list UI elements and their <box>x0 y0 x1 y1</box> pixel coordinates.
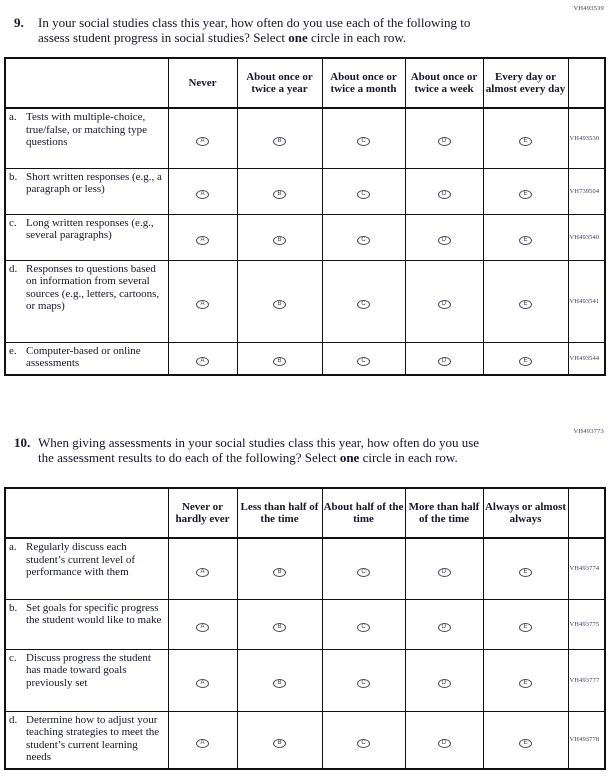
answer-bubble-b[interactable]: B <box>273 236 286 245</box>
answer-bubble-a[interactable]: A <box>196 137 209 146</box>
option-cell <box>168 649 237 711</box>
answer-bubble-d[interactable]: D <box>438 739 451 748</box>
table9-header-code-cell <box>568 58 605 108</box>
option-cell <box>322 214 405 260</box>
option-cell <box>168 168 237 214</box>
answer-bubble-c[interactable]: C <box>357 568 370 577</box>
option-cell <box>168 599 237 649</box>
answer-bubble-b[interactable]: B <box>273 300 286 309</box>
option-cell <box>405 711 483 769</box>
answer-bubble-e[interactable]: E <box>519 568 532 577</box>
table10-header-about-half: About half of the time <box>322 488 405 538</box>
question9-response-table <box>4 57 606 376</box>
question9-accession-code: VH493539 <box>573 5 604 12</box>
answer-bubble-a[interactable]: A <box>196 623 209 632</box>
answer-bubble-e[interactable]: E <box>519 137 532 146</box>
table9-header-month: About once or twice a month <box>322 58 405 108</box>
answer-bubble-c[interactable]: C <box>357 137 370 146</box>
option-cell <box>322 108 405 168</box>
item-code: VH493775 <box>568 599 605 649</box>
answer-bubble-c[interactable]: C <box>357 190 370 199</box>
option-cell <box>405 538 483 599</box>
row-label: a. Tests with multiple-choice, true/false, or matching type questions <box>5 108 168 168</box>
option-cell <box>405 649 483 711</box>
option-cell <box>405 260 483 342</box>
row-label: d. Determine how to adjust your teaching strategies to meet the student’s current learning needs <box>5 711 168 769</box>
answer-bubble-e[interactable]: E <box>519 236 532 245</box>
answer-bubble-e[interactable]: E <box>519 357 532 366</box>
question9 <box>14 16 566 45</box>
answer-bubble-c[interactable]: C <box>357 236 370 245</box>
option-cell <box>405 168 483 214</box>
option-cell <box>483 538 568 599</box>
question10-response-table <box>4 487 606 770</box>
answer-bubble-a[interactable]: A <box>196 568 209 577</box>
row-label: d. Responses to questions based on information from several sources (e.g., letters, cartoons, or maps) <box>5 260 168 342</box>
table9-header-never: Never <box>168 58 237 108</box>
answer-bubble-a[interactable]: A <box>196 679 209 688</box>
row-label: e. Computer-based or online assessments <box>5 342 168 375</box>
table10-row-c <box>5 649 605 711</box>
answer-bubble-b[interactable]: B <box>273 739 286 748</box>
option-cell <box>322 649 405 711</box>
answer-bubble-b[interactable]: B <box>273 137 286 146</box>
question9-bold-one: one <box>288 29 308 45</box>
option-cell <box>237 711 322 769</box>
option-cell <box>483 599 568 649</box>
table10-header-never: Never or hardly ever <box>168 488 237 538</box>
answer-bubble-d[interactable]: D <box>438 679 451 688</box>
answer-bubble-a[interactable]: A <box>196 357 209 366</box>
table9-row-a <box>5 108 605 168</box>
answer-bubble-d[interactable]: D <box>438 623 451 632</box>
row-label: c. Discuss progress the student has made toward goals previously set <box>5 649 168 711</box>
row-label: a. Regularly discuss each student’s current level of performance with them <box>5 538 168 599</box>
table10-row-b <box>5 599 605 649</box>
item-code: VH493778 <box>568 711 605 769</box>
table10-header-always: Always or almost always <box>483 488 568 538</box>
option-cell <box>168 214 237 260</box>
answer-bubble-c[interactable]: C <box>357 739 370 748</box>
answer-bubble-d[interactable]: D <box>438 190 451 199</box>
answer-bubble-b[interactable]: B <box>273 679 286 688</box>
option-cell <box>168 108 237 168</box>
option-cell <box>168 260 237 342</box>
option-cell <box>483 711 568 769</box>
answer-bubble-e[interactable]: E <box>519 739 532 748</box>
option-cell <box>405 214 483 260</box>
question10-accession-code: VH493773 <box>573 428 604 435</box>
table9-header-year: About once or twice a year <box>237 58 322 108</box>
item-code: VH493777 <box>568 649 605 711</box>
answer-bubble-b[interactable]: B <box>273 190 286 199</box>
answer-bubble-d[interactable]: D <box>438 137 451 146</box>
answer-bubble-a[interactable]: A <box>196 190 209 199</box>
answer-bubble-d[interactable]: D <box>438 300 451 309</box>
question9-number: 9. <box>14 15 24 30</box>
option-cell <box>322 711 405 769</box>
table10-header-less-than-half: Less than half of the time <box>237 488 322 538</box>
option-cell <box>237 342 322 375</box>
row-label: b. Set goals for specific progress the student would like to make <box>5 599 168 649</box>
option-cell <box>405 342 483 375</box>
option-cell <box>405 108 483 168</box>
question9-line1: In your social studies class this year, how often do you use each of the following to <box>38 15 471 30</box>
answer-bubble-a[interactable]: A <box>196 739 209 748</box>
answer-bubble-c[interactable]: C <box>357 679 370 688</box>
table10-header-row <box>5 488 605 538</box>
row-label: b. Short written responses (e.g., a paragraph or less) <box>5 168 168 214</box>
option-cell <box>237 214 322 260</box>
answer-bubble-e[interactable]: E <box>519 190 532 199</box>
table9-corner-cell <box>5 58 168 108</box>
option-cell <box>483 108 568 168</box>
question10-text <box>38 436 566 465</box>
option-cell <box>168 342 237 375</box>
table10-corner-cell <box>5 488 168 538</box>
table9-header-week: About once or twice a week <box>405 58 483 108</box>
answer-bubble-e[interactable]: E <box>519 300 532 309</box>
option-cell <box>322 599 405 649</box>
question10-line2: the assessment results to do each of the following? Select one circle in each row. <box>38 449 458 465</box>
option-cell <box>237 599 322 649</box>
option-cell <box>322 260 405 342</box>
table10-header-code-cell <box>568 488 605 538</box>
row-label: c. Long written responses (e.g., several paragraphs) <box>5 214 168 260</box>
question10-number: 10. <box>14 435 31 450</box>
table9-row-c <box>5 214 605 260</box>
option-cell <box>322 342 405 375</box>
answer-bubble-d[interactable]: D <box>438 236 451 245</box>
option-cell <box>237 108 322 168</box>
option-cell <box>483 342 568 375</box>
item-code: VH493540 <box>568 214 605 260</box>
option-cell <box>483 260 568 342</box>
option-cell <box>237 260 322 342</box>
answer-bubble-e[interactable]: E <box>519 623 532 632</box>
question10-bold-one: one <box>339 449 360 465</box>
option-cell <box>483 214 568 260</box>
option-cell <box>237 538 322 599</box>
table10-row-a <box>5 538 605 599</box>
item-code: VH493530 <box>568 108 605 168</box>
table9-header-row <box>5 58 605 108</box>
item-code: VH493774 <box>568 538 605 599</box>
table9-row-e <box>5 342 605 375</box>
answer-bubble-a[interactable]: A <box>196 236 209 245</box>
answer-bubble-b[interactable]: B <box>273 623 286 632</box>
answer-bubble-e[interactable]: E <box>519 679 532 688</box>
answer-bubble-c[interactable]: C <box>357 300 370 309</box>
question10-line1: When giving assessments in your social studies class this year, how often do you use <box>38 435 480 450</box>
answer-bubble-b[interactable]: B <box>273 568 286 577</box>
answer-bubble-d[interactable]: D <box>438 568 451 577</box>
option-cell <box>405 599 483 649</box>
table9-row-d <box>5 260 605 342</box>
option-cell <box>322 538 405 599</box>
table10-row-d <box>5 711 605 769</box>
item-code: VH493541 <box>568 260 605 342</box>
table10-header-more-than-half: More than half of the time <box>405 488 483 538</box>
option-cell <box>322 168 405 214</box>
item-code: VH739504 <box>568 168 605 214</box>
table9-header-everyday: Every day or almost every day <box>483 58 568 108</box>
item-code: VH493544 <box>568 342 605 375</box>
answer-bubble-a[interactable]: A <box>196 300 209 309</box>
answer-bubble-d[interactable]: D <box>438 357 451 366</box>
option-cell <box>483 649 568 711</box>
option-cell <box>237 168 322 214</box>
question10 <box>14 436 566 465</box>
option-cell <box>483 168 568 214</box>
answer-bubble-b[interactable]: B <box>273 357 286 366</box>
question9-line2: assess student progress in social studies? Select one circle in each row. <box>38 29 407 45</box>
option-cell <box>237 649 322 711</box>
option-cell <box>168 711 237 769</box>
question9-text <box>38 16 566 45</box>
table9-row-b <box>5 168 605 214</box>
answer-bubble-c[interactable]: C <box>357 623 370 632</box>
answer-bubble-c[interactable]: C <box>357 357 370 366</box>
option-cell <box>168 538 237 599</box>
